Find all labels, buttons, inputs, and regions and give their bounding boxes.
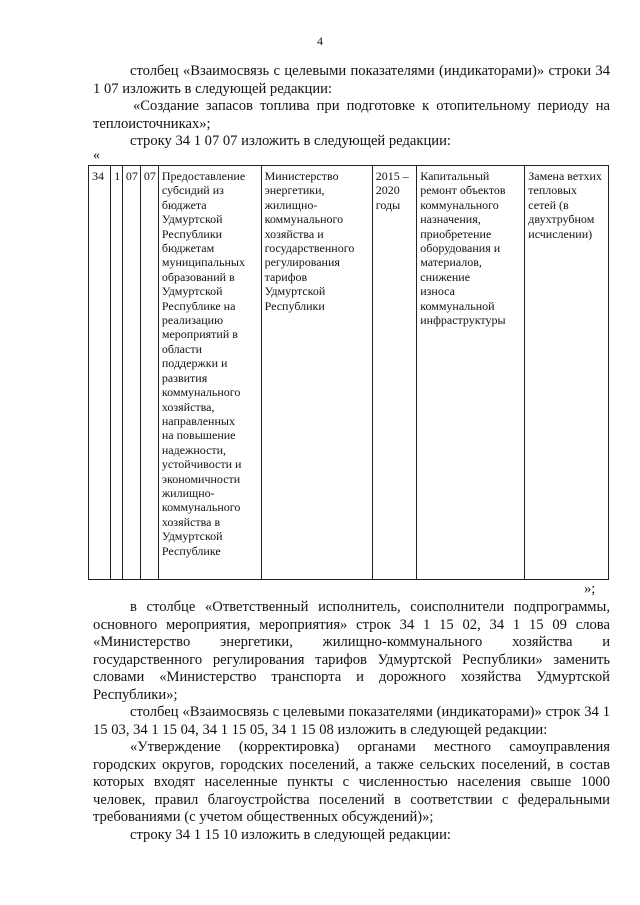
closing-quote: »; xyxy=(584,581,596,597)
paragraph-4: в столбце «Ответственный исполнитель, соисполнители подпрограммы, основного мероприятия, мероприятия» строк 34 1 15 02, 34 1 15 09 слова «Министерство энергетики, жилищно-коммунального хозяйства и государственного регулирования тарифов Удмуртской Республики» заменить словами «Министерство транспорта и дорожного хозяйства Удмуртской Республики»; xyxy=(93,599,610,703)
paragraph-6-quote: «Утверждение (корректировка) органами местного самоуправления городских округов, городских поселений, а также сельских поселений, в состав которых входят населенные пункты с численностью населения свыше 1000 человек, правил благоустройства поселений в соответствии с федеральными требованиями (с учетом общественных обсуждений)»; xyxy=(93,739,610,826)
cell-measure-name: Предоставление субсидий из бюджета Удмуртской Республики бюджетам муниципальных образований в Удмуртской Республике на реализацию мероприятий в области поддержки и развития коммунального хозяйства, направленных на повышение надежности, устойчивости и экономичности жилищно- коммунального хозяйства в Удмуртской Республике xyxy=(158,166,261,580)
table-row xyxy=(89,166,609,580)
cell-expected-result: Капитальный ремонт объектов коммунального назначения, приобретение оборудования и материалов, снижение износа коммунальной инфраструктуры xyxy=(417,166,525,580)
cell-period: 2015 – 2020 годы xyxy=(372,166,416,580)
cell-gp: 34 xyxy=(89,166,111,580)
cell-executor: Министерство энергетики, жилищно- коммунального хозяйства и государственного регулирования тарифов Удмуртской Республики xyxy=(261,166,372,580)
opening-quote: « xyxy=(93,148,100,163)
paragraph-7: строку 34 1 15 10 изложить в следующей редакции: xyxy=(130,827,451,843)
cell-indicator-link: Замена ветхих тепловых сетей (в двухтрубном исчислении) xyxy=(525,166,609,580)
paragraph-3: строку 34 1 07 07 изложить в следующей редакции: xyxy=(130,133,451,149)
cell-om: 07 xyxy=(122,166,140,580)
paragraph-2-quote: «Создание запасов топлива при подготовке к отопительному периоду на теплоисточниках»; xyxy=(93,98,610,132)
paragraph-1: столбец «Взаимосвязь с целевыми показателями (индикаторами)» строки 34 1 07 изложить в следующей редакции: xyxy=(93,63,610,97)
paragraph-5: столбец «Взаимосвязь с целевыми показателями (индикаторами)» строк 34 1 15 03, 34 1 15 04, 34 1 15 05, 34 1 15 08 изложить в следующей редакции: xyxy=(93,704,610,738)
page-number: 4 xyxy=(317,34,323,48)
program-row-table xyxy=(88,165,609,580)
cell-m: 07 xyxy=(140,166,158,580)
cell-pp: 1 xyxy=(111,166,123,580)
